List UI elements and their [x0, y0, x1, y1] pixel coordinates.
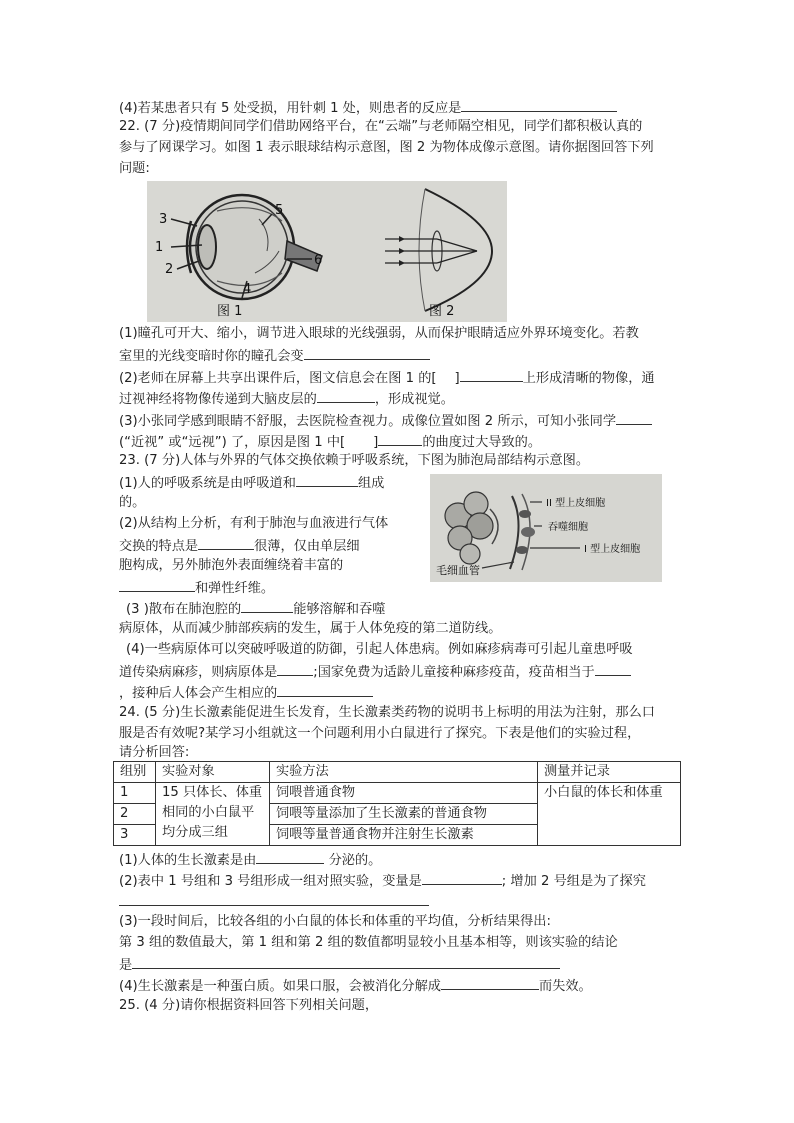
- q24-2: (2)表中 1 号组和 3 号组形成一组对照实验，变量是 ; 增加 2 号组是为了探究: [119, 871, 646, 891]
- q23-4: (4)一些病原体可以突破呼吸道的防御，引起人体患病。例如麻疹病毒可引起儿童患呼吸: [126, 642, 633, 657]
- answer-blank[interactable]: [441, 976, 539, 990]
- fig3-label: I 型上皮细胞: [584, 544, 641, 555]
- table-header: 实验方法: [270, 762, 538, 783]
- answer-blank[interactable]: [317, 389, 375, 403]
- q22-text: 问题:: [119, 161, 150, 176]
- q23-1: (1)人的呼吸系统是由呼吸道和 组成: [119, 473, 384, 493]
- table-header: 测量并记录: [538, 762, 681, 783]
- table-header: 组别: [114, 762, 156, 783]
- q22-text: 参与了网课学习。如图 1 表示眼球结构示意图，图 2 为物体成像示意图。请你据图回答下列: [119, 140, 654, 155]
- q22-3: (3)小张同学感到眼睛不舒服，去医院检查视力。成像位置如图 2 所示，可知小张同学: [119, 411, 652, 431]
- fig1-label: 2: [165, 262, 174, 277]
- answer-blank[interactable]: [256, 850, 324, 864]
- answer-blank[interactable]: [296, 473, 358, 487]
- method-cell: 饲喂普通食物: [270, 783, 538, 804]
- group-cell: 3: [114, 825, 156, 846]
- q24-2: [119, 892, 429, 912]
- answer-blank[interactable]: [422, 871, 502, 885]
- fig1-label: 4: [243, 282, 252, 297]
- q22-2: (2)老师在屏幕上共享出课件后，图文信息会在图 1 的[ ] 上形成清晰的物像，通: [119, 368, 655, 388]
- q23-2: (2)从结构上分析，有利于肺泡与血液进行气体: [119, 516, 389, 531]
- q23-2: 交换的特点是 很薄，仅由单层细: [119, 536, 360, 556]
- answer-blank[interactable]: [277, 662, 313, 676]
- answer-blank[interactable]: [119, 578, 195, 592]
- answer-blank[interactable]: [595, 662, 631, 676]
- fig1-label: 1: [155, 240, 164, 255]
- q23-2: 和弹性纤维。: [119, 578, 274, 598]
- q23-title: 23. (7 分)人体与外界的气体交换依赖于呼吸系统，下图为肺泡局部结构示意图。: [119, 453, 590, 468]
- group-cell: 2: [114, 804, 156, 825]
- answer-blank[interactable]: [616, 411, 652, 425]
- q23-3: 病原体，从而减少肺部疾病的发生，属于人体免疫的第二道防线。: [119, 621, 502, 636]
- q23-4: 道传染病麻疹，则病原体是 ;国家免费为适龄儿童接种麻疹疫苗，疫苗相当于: [119, 662, 631, 682]
- answer-blank[interactable]: [378, 432, 422, 446]
- q23-3: (3 )散布在肺泡腔的 能够溶解和吞噬: [126, 599, 386, 619]
- eye-figure: [147, 181, 507, 322]
- fig3-label: 毛细血管: [436, 564, 480, 577]
- record-cell: 小白鼠的体长和体重: [538, 783, 681, 846]
- q24-1: (1)人体的生长激素是由 分泌的。: [119, 850, 381, 870]
- q23-4: ，接种后人体会产生相应的: [119, 683, 373, 703]
- fig3-label: II 型上皮细胞: [546, 498, 606, 509]
- q23-2: 胞构成，另外肺泡外表面缠绕着丰富的: [119, 558, 344, 573]
- q24-3: 是: [119, 955, 560, 975]
- q24-text: 服是否有效呢?某学习小组就这一个问题利用小白鼠进行了探究。下表是他们的实验过程，: [119, 726, 641, 741]
- table-row: [114, 783, 681, 804]
- fig2-caption: 图 2: [429, 304, 455, 319]
- q24-4: (4)生长激素是一种蛋白质。如果口服，会被消化分解成 而失效。: [119, 976, 592, 996]
- table-header-row: [114, 762, 681, 783]
- answer-blank[interactable]: [277, 683, 373, 697]
- subject-cell: 15 只体长、体重 相同的小白鼠平 均分成三组: [156, 783, 270, 846]
- group-cell: 1: [114, 783, 156, 804]
- q22-1: (1)瞳孔可开大、缩小，调节进入眼球的光线强弱，从而保护眼睛适应外界环境变化。若教: [119, 326, 639, 341]
- q22-title: 22. (7 分)疫情期间同学们借助网络平台，在“云端”与老师隔空相见，同学们都积极认真的: [119, 119, 643, 134]
- fig1-label: 5: [275, 203, 284, 218]
- answer-blank[interactable]: [119, 892, 429, 906]
- answer-blank[interactable]: [198, 536, 254, 550]
- experiment-table: [113, 761, 681, 846]
- q25-title: 25. (4 分)请你根据资料回答下列相关问题，: [119, 998, 379, 1013]
- q24-3: (3)一段时间后，比较各组的小白鼠的体长和体重的平均值，分析结果得出:: [119, 914, 551, 929]
- method-cell: 饲喂等量普通食物并注射生长激素: [270, 825, 538, 846]
- q23-1: 的。: [119, 495, 146, 510]
- fig3-label: 吞噬细胞: [548, 522, 588, 533]
- q22-1: 室里的光线变暗时你的瞳孔会变: [119, 346, 430, 366]
- fig1-label: 6: [314, 253, 323, 268]
- q21-4: (4)若某患者只有 5 处受损，用针刺 1 处，则患者的反应是: [119, 98, 617, 118]
- answer-blank[interactable]: [461, 98, 617, 112]
- q24-title: 24. (5 分)生长激素能促进生长发育，生长激素类药物的说明书上标明的用法为注射，那么口: [119, 705, 655, 720]
- q22-2: 过视神经将物像传递到大脑皮层的 ，形成视觉。: [119, 389, 454, 409]
- q24-text: 请分析回答:: [119, 745, 190, 760]
- q24-3: 第 3 组的数值最大，第 1 组和第 2 组的数值都明显较小且基本相等，则该实验的结论: [119, 935, 618, 950]
- answer-blank[interactable]: [304, 346, 430, 360]
- table-header: 实验对象: [156, 762, 270, 783]
- answer-blank[interactable]: [460, 368, 523, 382]
- fig1-label: 3: [159, 212, 168, 227]
- answer-blank[interactable]: [241, 599, 293, 613]
- q22-3: (“近视” 或“远视”) 了，原因是图 1 中[ ] 的曲度过大导致的。: [119, 432, 541, 452]
- answer-blank[interactable]: [132, 955, 560, 969]
- method-cell: 饲喂等量添加了生长激素的普通食物: [270, 804, 538, 825]
- alveolus-figure: [430, 474, 662, 582]
- fig1-caption: 图 1: [217, 304, 243, 319]
